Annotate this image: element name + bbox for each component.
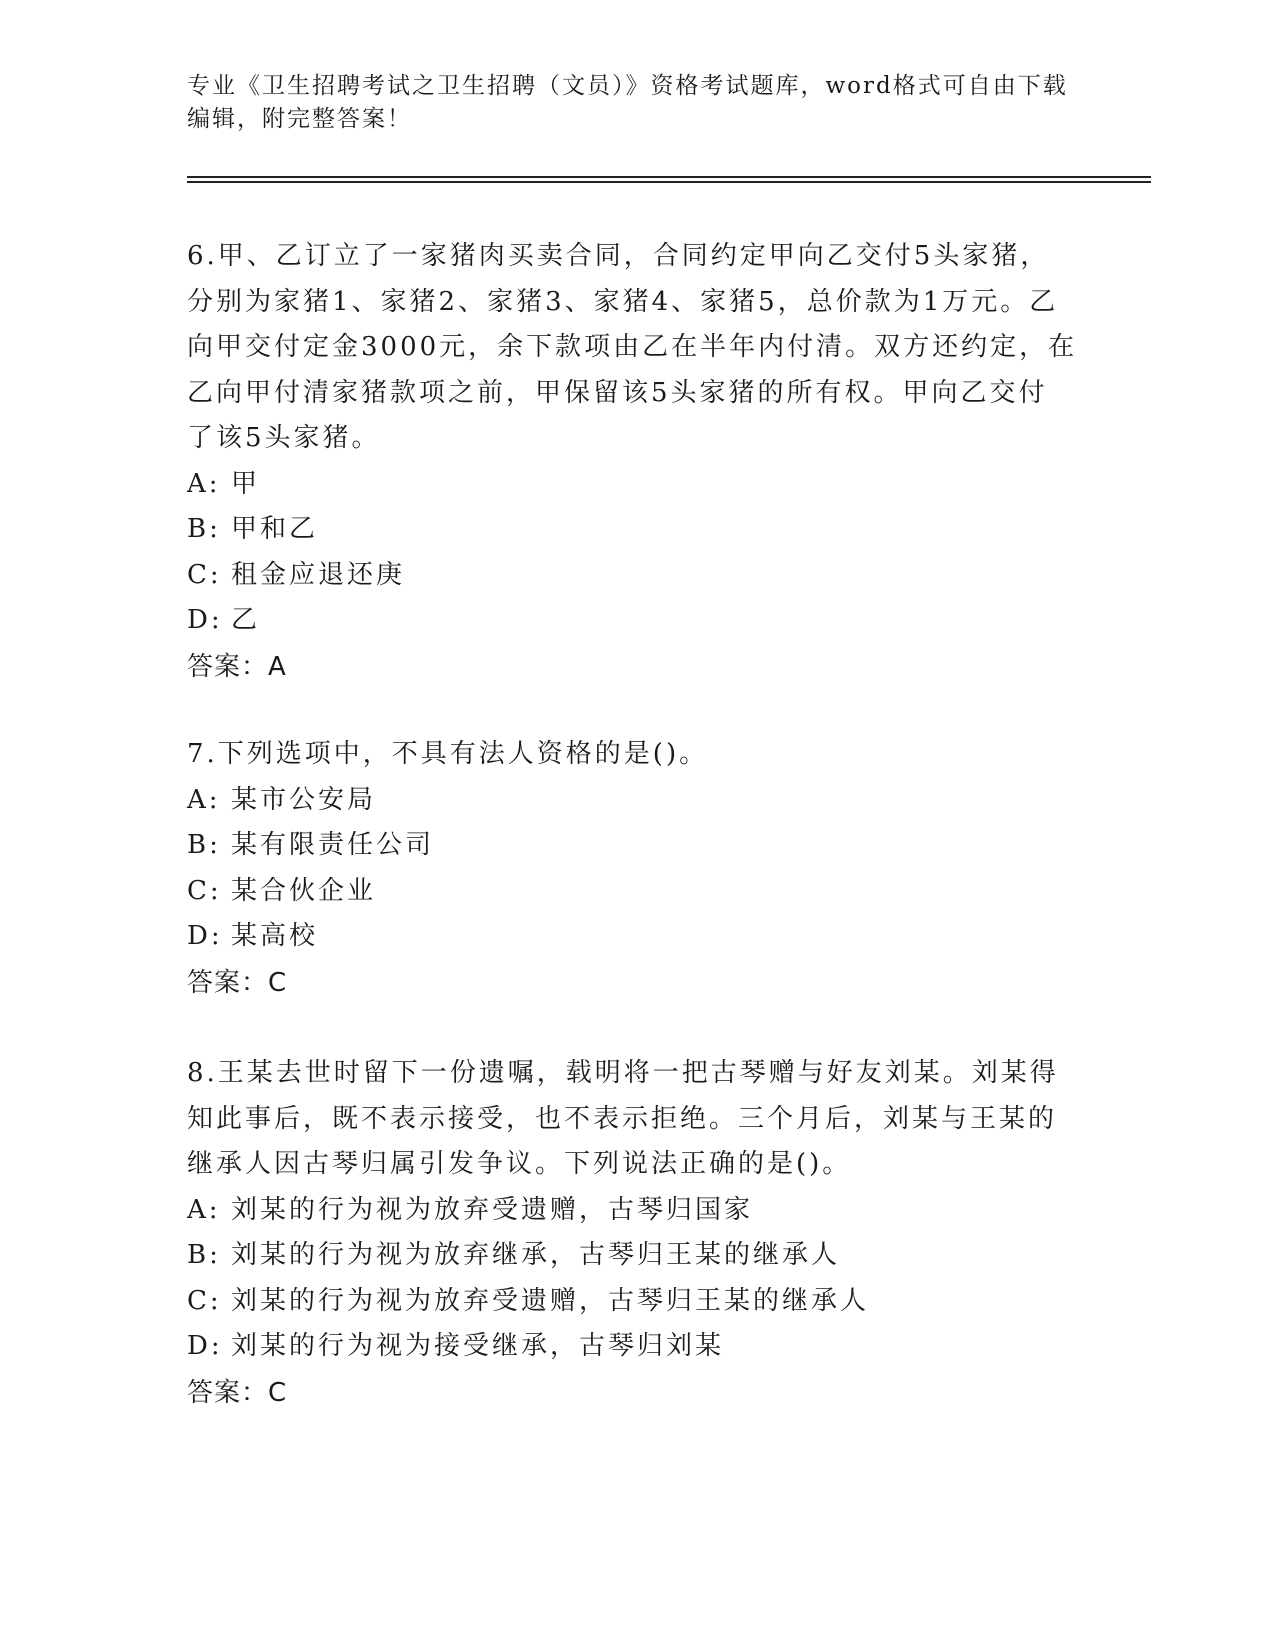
option-a [187,778,1087,824]
option-d [187,598,1087,644]
option-text: 刘某的行为视为放弃继承，古琴归王某的继承人 [231,1240,841,1270]
option-key: B: [187,830,221,860]
question-6 [187,234,1087,690]
option-text: 某有限责任公司 [231,830,435,860]
answer-line: 答案：C [187,967,288,998]
option-key: D: [187,605,223,635]
option-b [187,823,1087,869]
stem-line: 7.下列选项中，不具有法人资格的是()。 [187,739,709,769]
header-line-2: 编辑，附完整答案！ [187,106,412,132]
option-c [187,1279,1087,1325]
option-text: 刘某的行为视为接受继承，古琴归刘某 [231,1331,725,1361]
option-c [187,869,1087,915]
stem-line: 分别为家猪1、家猪2、家猪3、家猪4、家猪5，总价款为1万元。乙 [187,286,1059,317]
option-a [187,1188,1087,1234]
stem-line: 了该5头家猪。 [187,423,381,453]
option-text: 某高校 [231,921,319,951]
stem-line: 乙向甲付清家猪款项之前，甲保留该5头家猪的所有权。甲向乙交付 [187,377,1048,408]
question-7 [187,732,1087,1006]
option-a [187,462,1087,508]
option-d [187,914,1087,960]
option-text: 某市公安局 [231,784,377,815]
option-text: 甲和乙 [231,514,319,544]
question-stem [187,234,1087,462]
stem-line: 知此事后，既不表示接受，也不表示拒绝。三个月后，刘某与王某的 [187,1103,1058,1134]
option-text: 刘某的行为视为放弃受遗赠，古琴归王某的继承人 [231,1285,870,1316]
stem-line: 继承人因古琴归属引发争议。下列说法正确的是()。 [187,1149,852,1179]
option-b [187,507,1087,553]
document-header [187,70,1087,136]
option-text: 某合伙企业 [231,875,377,906]
option-key: B: [187,514,221,544]
option-key: C: [187,559,222,590]
option-b [187,1233,1087,1279]
option-key: B: [187,1240,221,1270]
option-text: 乙 [231,605,261,635]
option-key: D: [187,1331,223,1361]
option-d [187,1324,1087,1370]
option-c [187,553,1087,599]
option-key: A: [187,1194,221,1225]
question-stem [187,1051,1087,1188]
stem-line: 6.甲、乙订立了一家猪肉买卖合同，合同约定甲向乙交付5头家猪， [187,241,1050,271]
option-text: 甲 [231,468,261,499]
header-line-1: 专业《卫生招聘考试之卫生招聘（文员）》资格考试题库，word格式可自由下载 [187,73,1068,99]
answer-line: 答案：C [187,1377,288,1408]
option-key: D: [187,921,223,951]
answer-line: 答案：A [187,651,287,682]
option-text: 租金应退还庚 [231,559,406,590]
option-key: C: [187,875,222,906]
header-divider-top [187,176,1151,178]
option-key: A: [187,784,221,815]
stem-line: 向甲交付定金3000元，余下款项由乙在半年内付清。双方还约定，在 [187,332,1078,362]
header-divider-bottom [187,181,1151,183]
stem-line: 8.王某去世时留下一份遗嘱，载明将一把古琴赠与好友刘某。刘某得 [187,1058,1059,1088]
question-stem [187,732,1087,778]
question-8 [187,1051,1087,1416]
option-text: 刘某的行为视为放弃受遗赠，古琴归国家 [231,1194,754,1225]
option-key: A: [187,468,221,499]
option-key: C: [187,1285,222,1316]
